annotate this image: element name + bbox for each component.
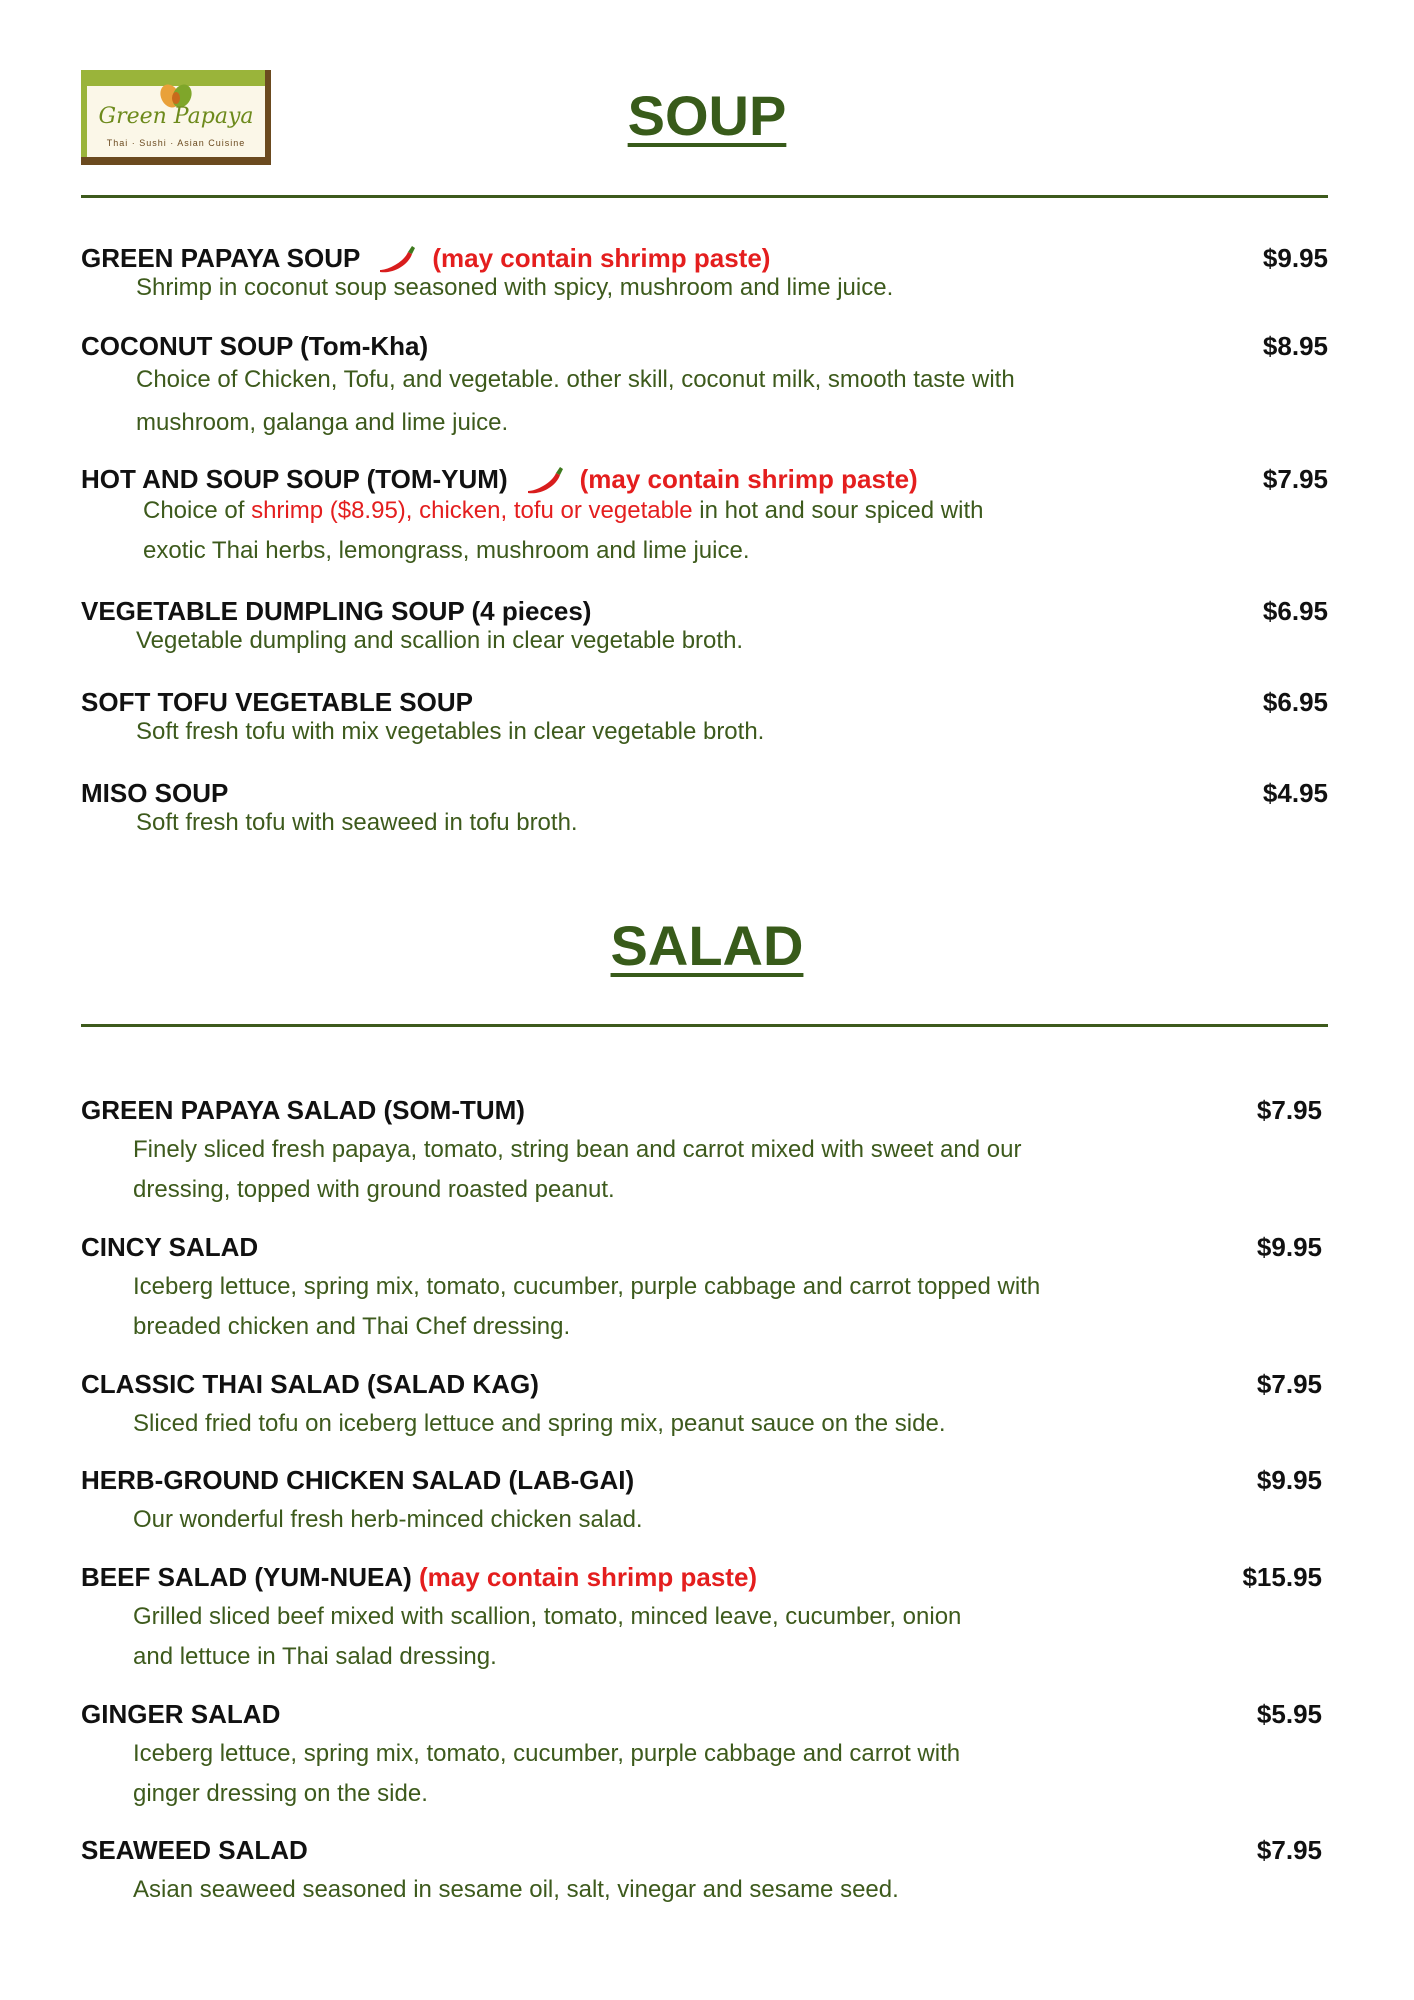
item-description: Choice of shrimp ($8.95), chicken, tofu or vegetable in hot and sour spiced with <box>143 497 984 524</box>
menu-item <box>81 778 1328 843</box>
menu-item <box>81 1369 1328 1444</box>
item-description: Soft fresh tofu with seaweed in tofu broth. <box>136 809 578 836</box>
item-description: Asian seaweed seasoned in sesame oil, salt, vinegar and sesame seed. <box>133 1876 899 1903</box>
item-description: Iceberg lettuce, spring mix, tomato, cucumber, purple cabbage and carrot topped with <box>133 1273 1041 1300</box>
item-description: Soft fresh tofu with mix vegetables in clear vegetable broth. <box>136 718 765 745</box>
item-price: $8.95 <box>1262 331 1328 361</box>
item-name: CLASSIC THAI SALAD (SALAD KAG) <box>81 1369 539 1399</box>
item-name: MISO SOUP <box>81 778 229 808</box>
item-name: COCONUT SOUP (Tom-Kha) <box>81 331 429 361</box>
menu-item <box>81 596 1328 661</box>
menu-item <box>81 1232 1328 1347</box>
logo-tagline: Thai · Sushi · Asian Cuisine <box>106 138 246 148</box>
menu-item <box>81 331 1328 444</box>
menu-item <box>81 243 1328 308</box>
item-description: Iceberg lettuce, spring mix, tomato, cucumber, purple cabbage and carrot with <box>133 1740 961 1767</box>
menu-item <box>81 1465 1328 1540</box>
item-name: SOFT TOFU VEGETABLE SOUP <box>81 687 473 717</box>
shrimp-paste-warning: (may contain shrimp paste) <box>432 243 771 273</box>
item-description: Shrimp in coconut soup seasoned with spicy, mushroom and lime juice. <box>136 274 894 301</box>
item-name: GREEN PAPAYA SALAD (SOM-TUM) <box>81 1095 525 1125</box>
item-description: exotic Thai herbs, lemongrass, mushroom and lime juice. <box>143 537 750 564</box>
item-description: Our wonderful fresh herb-minced chicken salad. <box>133 1506 643 1533</box>
item-name: BEEF SALAD (YUM-NUEA) <box>81 1562 412 1592</box>
soup-section-title: SOUP <box>627 84 787 147</box>
item-description: Finely sliced fresh papaya, tomato, string bean and carrot mixed with sweet and our <box>133 1136 1022 1163</box>
item-description: breaded chicken and Thai Chef dressing. <box>133 1313 571 1340</box>
item-price: $15.95 <box>1242 1562 1322 1592</box>
menu-item <box>81 1562 1328 1677</box>
item-description: ginger dressing on the side. <box>133 1780 428 1807</box>
menu-item <box>81 1095 1328 1210</box>
item-price: $6.95 <box>1262 687 1328 717</box>
item-price: $7.95 <box>1256 1835 1322 1865</box>
item-name: GINGER SALAD <box>81 1699 281 1729</box>
chili-pepper-icon <box>524 465 566 495</box>
item-description: and lettuce in Thai salad dressing. <box>133 1643 497 1670</box>
item-price: $7.95 <box>1256 1095 1322 1125</box>
item-price: $9.95 <box>1262 243 1328 273</box>
logo-name: Green Papaya <box>98 104 254 129</box>
shrimp-paste-warning: (may contain shrimp paste) <box>579 464 918 494</box>
menu-item <box>81 1835 1328 1910</box>
item-price: $4.95 <box>1262 778 1328 808</box>
menu-item <box>81 464 1328 571</box>
menu-item <box>81 687 1328 752</box>
item-description: Vegetable dumpling and scallion in clear vegetable broth. <box>136 627 744 654</box>
item-description: Choice of Chicken, Tofu, and vegetable. other skill, coconut milk, smooth taste with <box>136 366 1015 393</box>
item-price: $5.95 <box>1256 1699 1322 1729</box>
item-price: $7.95 <box>1256 1369 1322 1399</box>
item-name: GREEN PAPAYA SOUP <box>81 243 361 273</box>
salad-section-title: SALAD <box>610 914 804 977</box>
item-price: $9.95 <box>1256 1465 1322 1495</box>
item-name: CINCY SALAD <box>81 1232 259 1262</box>
item-description: Sliced fried tofu on iceberg lettuce and spring mix, peanut sauce on the side. <box>133 1410 946 1437</box>
item-description: dressing, topped with ground roasted peanut. <box>133 1176 615 1203</box>
item-price: $9.95 <box>1256 1232 1322 1262</box>
salad-divider <box>81 1024 1328 1027</box>
soup-divider <box>81 195 1328 198</box>
item-description: Grilled sliced beef mixed with scallion, tomato, minced leave, cucumber, onion <box>133 1603 962 1630</box>
item-name: HERB-GROUND CHICKEN SALAD (LAB-GAI) <box>81 1465 635 1495</box>
shrimp-paste-warning: (may contain shrimp paste) <box>419 1562 758 1592</box>
item-description: mushroom, galanga and lime juice. <box>136 409 509 436</box>
menu-item <box>81 1699 1328 1814</box>
item-price: $6.95 <box>1262 596 1328 626</box>
item-name: VEGETABLE DUMPLING SOUP (4 pieces) <box>81 596 592 626</box>
item-name: HOT AND SOUP SOUP (TOM-YUM) <box>81 464 508 494</box>
item-price: $7.95 <box>1262 464 1328 494</box>
item-name: SEAWEED SALAD <box>81 1835 308 1865</box>
